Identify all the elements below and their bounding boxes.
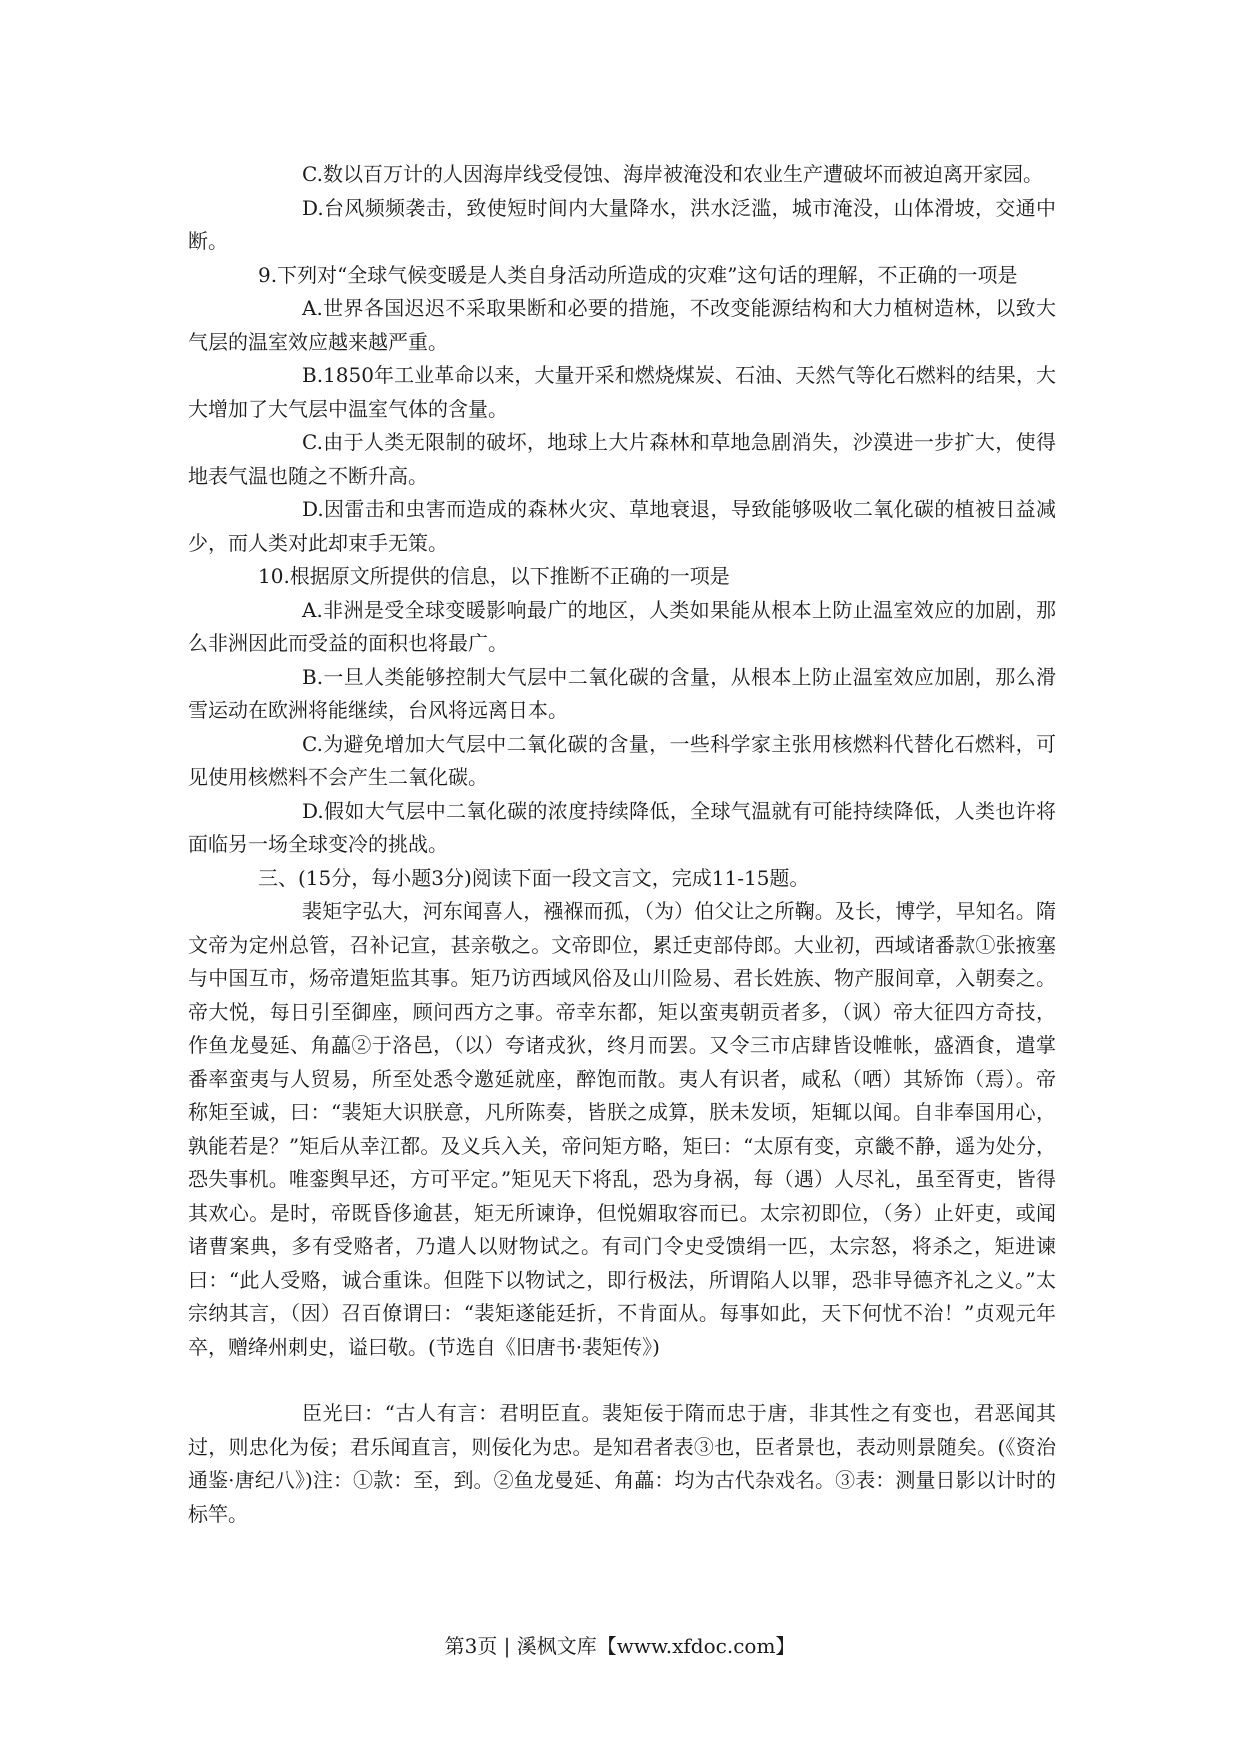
- classical-passage-2: 臣光曰：“古人有言：君明臣直。裴矩佞于隋而忠于唐，非其性之有变也，君恶闻其过，则忠化为佞；君乐闻直言，则佞化为忠。是知君者表③也，臣者景也，表动则景随矣。(《资治通鉴·唐纪八》)注：①款：至，到。②鱼龙曼延、角藟：均为古代杂戏名。③表：测量日影以计时的标竿。: [188, 1401, 1056, 1526]
- page-footer: 第3页 | 溪枫文库【www.xfdoc.com】: [444, 1634, 796, 1658]
- page-content: [188, 158, 1056, 1531]
- q10-option-d: D.假如大气层中二氧化碳的浓度持续降低，全球气温就有可能持续降低，人类也许将面临另一场全球变冷的挑战。: [188, 798, 1056, 856]
- q9-option-c: C.由于人类无限制的破坏，地球上大片森林和草地急剧消失，沙漠进一步扩大，使得地表气温也随之不断升高。: [188, 430, 1056, 488]
- q10-option-c: C.为避免增加大气层中二氧化碳的含量，一些科学家主张用核燃料代替化石燃料，可见使用核燃料不会产生二氧化碳。: [188, 731, 1056, 789]
- q9-option-b: B.1850年工业革命以来，大量开采和燃烧煤炭、石油、天然气等化石燃料的结果，大大增加了大气层中温室气体的含量。: [188, 363, 1056, 421]
- classical-passage-1: 裴矩字弘大，河东闻喜人，襁褓而孤，（为）伯父让之所鞠。及长，博学，早知名。隋文帝为定州总管，召补记宣，甚亲敬之。文帝即位，累迁吏部侍郎。大业初，西域诸番款①张掖塞与中国互市，炀帝遣矩监其事。矩乃访西域风俗及山川险易、君长姓族、物产服间章，入朝奏之。帝大悦，每日引至御座，顾问西方之事。帝幸东都，矩以蛮夷朝贡者多，（讽）帝大征四方奇技，作鱼龙曼延、角藟②于洛邑，（以）夸诸戎狄，终月而罢。又令三市店肆皆设帷帐，盛酒食，遣掌番率蛮夷与人贸易，所至处悉令邀延就座，醉饱而散。夷人有识者，咸私（哂）其矫饰（焉）。帝称矩至诚，曰：“裴矩大识朕意，凡所陈奏，皆朕之成算，朕未发顷，矩辄以闻。自非奉国用心，孰能若是？”矩后从幸江都。及义兵入关，帝问矩方略，矩曰：“太原有变，京畿不静，遥为处分，恐失事机。唯銮舆早还，方可平定。”矩见天下将乱，恐为身祸，每（遇）人尽礼，虽至胥吏，皆得其欢心。是时，帝既昏侈逾甚，矩无所谏诤，但悦媚取容而已。太宗初即位，（务）止奸吏，或闻诸曹案典，多有受赂者，乃遣人以财物试之。有司门令史受馈绢一匹，太宗怒，将杀之，矩进谏曰：“此人受赂，诚合重诛。但陛下以物试之，即行极法，所谓陷人以罪，恐非导德齐礼之义。”太宗纳其言，（因）召百僚谓曰：“裴矩遂能廷折，不肯面从。每事如此，天下何忧不治！”贞观元年卒，赠绛州刺史，谥曰敬。(节选自《旧唐书·裴矩传》): [188, 899, 1056, 1359]
- q9-stem: 9.下列对“全球气候变暖是人类自身活动所造成的灾难”这句话的理解，不正确的一项是: [258, 262, 1018, 287]
- q8-option-d: D.台风频频袭击，致使短时间内大量降水，洪水泛滥，城市淹没，山体滑坡，交通中断。: [188, 195, 1056, 253]
- q8-option-c: C.数以百万计的人因海岸线受侵蚀、海岸被淹没和农业生产遭破坏而被迫离开家园。: [302, 162, 1043, 186]
- q10-option-b: B.一旦人类能够控制大气层中二氧化碳的含量，从根本上防止温室效应加剧，那么滑雪运动在欧洲将能继续，台风将远离日本。: [188, 664, 1056, 722]
- q9-option-d: D.因雷击和虫害而造成的森林火灾、草地衰退，导致能够吸收二氧化碳的植被日益减少，而人类对此却束手无策。: [188, 497, 1056, 555]
- q10-option-a: A.非洲是受全球变暖影响最广的地区，人类如果能从根本上防止温室效应的加剧，那么非洲因此而受益的面积也将最广。: [188, 597, 1056, 655]
- section-3-heading: 三、(15分，每小题3分)阅读下面一段文言文，完成11-15题。: [258, 865, 810, 890]
- q9-option-a: A.世界各国迟迟不采取果断和必要的措施，不改变能源结构和大力植树造林，以致大气层的温室效应越来越严重。: [188, 296, 1056, 354]
- paragraph-gap: [188, 1364, 1056, 1397]
- q10-stem: 10.根据原文所提供的信息，以下推断不正确的一项是: [258, 564, 730, 588]
